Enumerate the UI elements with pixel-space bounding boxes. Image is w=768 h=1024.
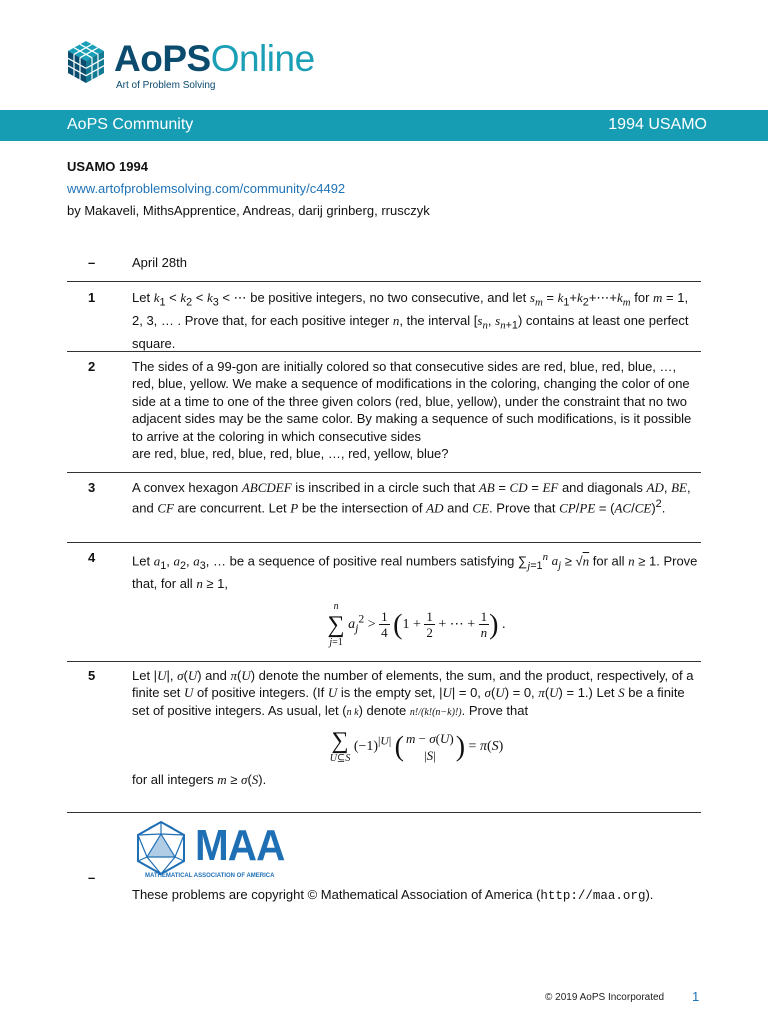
divider (67, 661, 701, 662)
problem-number: 2 (88, 359, 96, 374)
aops-logo[interactable] (66, 37, 366, 93)
divider (67, 351, 701, 352)
maa-url[interactable]: http://maa.org (540, 889, 646, 903)
footer-copyright: © 2019 AoPS Incorporated (545, 992, 665, 1003)
problem-text: Let $a_1$, $a_2$, $a_3$, … be a sequence of positive real numbers satisfying $\sum_{j=1}^n$ $a_j \ge √n$ for all n ≥ 1. Prove that, for all n ≥ 1, n ∑ j=1 $a_j^2$ > $\frac{1}{4}$ (1 + $\frac{1}{2}$ + ⋯ + $\frac{1}{n}$ ) . (132, 549, 701, 655)
divider (67, 542, 701, 543)
display-identity: ∑ U⊆S $(-1)^{|U|}$ ( m − σ(U) |S| ) = π(S) (329, 728, 504, 765)
problem-number: 4 (88, 550, 96, 565)
row-marker: – (88, 870, 96, 885)
problem-text: Let $k_1 < k_2 < k_3$ < ⋯ be positive integers, no two consecutive, and let $s_m$ = $k_1+k_2+\cdots+k_m$ for m = 1, 2, 3, … . Prove that, for each positive integer n, the interval [$s_n$, $s_{n+1}$) contains at least one perfect square. (132, 290, 689, 351)
community-link[interactable]: www.artofproblemsolving.com/community/c4492 (67, 181, 346, 196)
band-contest-label: 1994 USAMO (608, 116, 707, 133)
problem-number: 3 (88, 480, 96, 495)
divider (67, 281, 701, 282)
divider (67, 812, 701, 813)
maa-fullname: MATHEMATICAL ASSOCIATION OF AMERICA (145, 873, 275, 879)
logo-wordmark: AoPSOnline (114, 38, 315, 79)
maa-logo[interactable] (133, 820, 283, 882)
logo-tagline: Art of Problem Solving (116, 80, 216, 91)
copyright-text: These problems are copyright © Mathematical Association of America ( (132, 887, 541, 902)
icosahedron-icon (133, 820, 189, 876)
aops-cube-icon (66, 39, 106, 85)
problem-number: 5 (88, 668, 96, 683)
header-band (0, 110, 768, 141)
maa-acronym: MAA (195, 821, 285, 870)
row-marker: – (88, 255, 96, 270)
problem-text: A convex hexagon ABCDEF is inscribed in a circle such that AB = CD = EF and diagonals AD, BE, and CF are concurrent. Let P be the intersection of AD and CE. Prove that $CP/PE = (AC/CE)^2$. (132, 480, 691, 516)
document-header (67, 156, 707, 222)
contest-date: April 28th (132, 255, 187, 270)
display-inequality: n ∑ j=1 $a_j^2$ > $\frac{1}{4}$ (1 + $\frac{1}{2}$ + ⋯ + $\frac{1}{n}$ ) . (327, 600, 506, 648)
copyright-end: ). (645, 887, 654, 902)
page-number: 1 (692, 989, 700, 1004)
divider (67, 472, 701, 473)
band-community-label[interactable]: AoPS Community (67, 116, 194, 133)
problem-text: The sides of a 99-gon are initially colored so that consecutive sides are red, blue, red, blue, …, red, blue, yellow. We make a sequence of modifications in the coloring, changing the color of one side at a time to one of the three given colors (red, blue, yellow), under the constraint that no two adjacent sides may be the same color. By making a sequence of such modifications, is it possible to arrive at the coloring in which consecutive sides are red, blue, red, blue, red, blue, …, red, yellow, blue? (132, 359, 692, 462)
document-title: USAMO 1994 (67, 159, 148, 174)
authors: by Makaveli, MithsApprentice, Andreas, darij grinberg, rrusczyk (67, 203, 430, 218)
problem-number: 1 (88, 290, 96, 305)
problem-text: Let |U|, σ(U) and π(U) denote the number of elements, the sum, and the product, respectively, of a finite set U of positive integers. (If U is the empty set, |U| = 0, σ(U) = 0, π(U) = 1.) Let S be a finite set of positive integers. As usual, let (n k) denote n!/(k!(n−k)!). Prove that ∑ U⊆S $(-1)^{|U|}$ ( m − σ(U) |S| ) = π(S) for all integers m ≥ σ(S). (132, 667, 701, 789)
